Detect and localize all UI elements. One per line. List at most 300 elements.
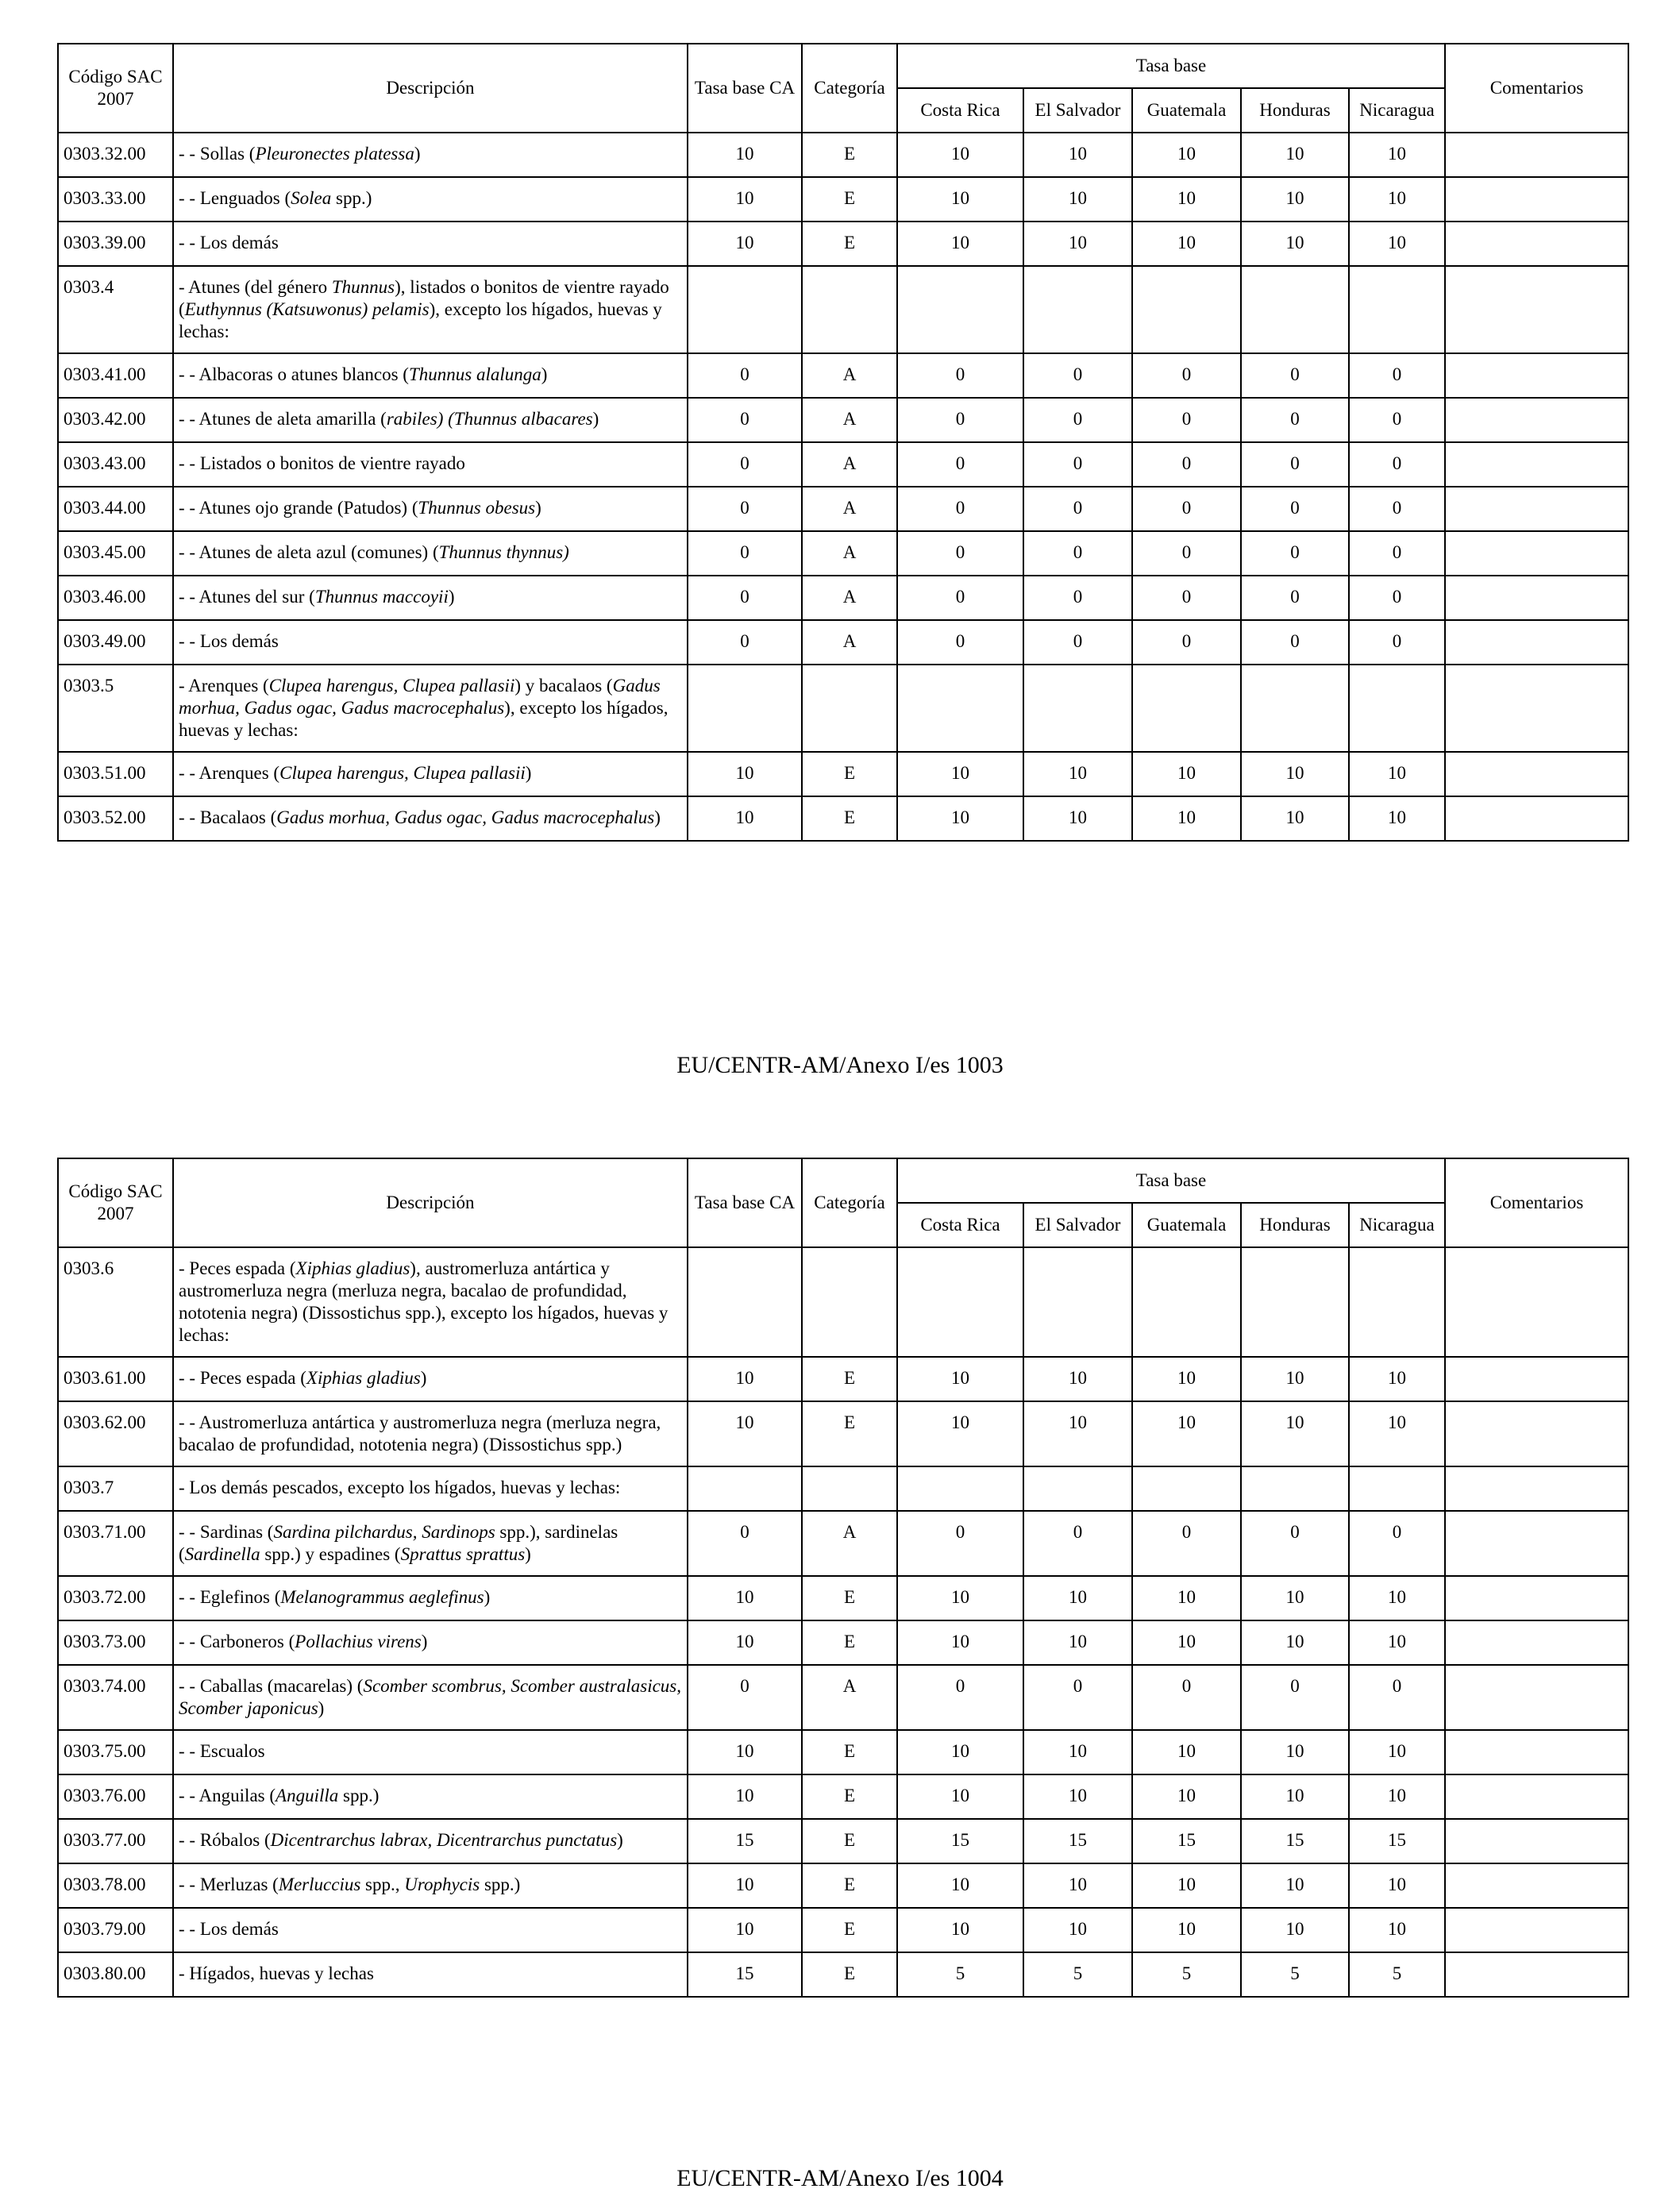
country-rate: 5 [1132,1952,1241,1997]
description [173,1863,688,1908]
description-text: ) [541,364,548,384]
table-row [58,1665,1628,1730]
description [173,442,688,487]
country-rate: 10 [1241,1774,1349,1819]
country-rate: 10 [897,1908,1023,1952]
description-text: - - Albacoras o atunes blancos ( [179,364,409,384]
description-italic: rabiles) (Thunnus albacares [386,409,593,429]
category: E [802,222,897,266]
description-text: - Atunes (del género [179,277,332,297]
description-text: spp.) [338,1786,380,1805]
country-rate: 10 [897,1774,1023,1819]
country-rate: 10 [1132,752,1241,796]
tariff-code: 0303.52.00 [58,796,173,841]
country-rate [897,1247,1023,1357]
table-row [58,1247,1628,1357]
tariff-code: 0303.79.00 [58,1908,173,1952]
country-rate: 10 [1349,133,1445,177]
country-rate: 10 [1023,1401,1132,1466]
category: A [802,531,897,576]
country-rate [897,266,1023,353]
country-rate: 5 [1023,1952,1132,1997]
description [173,177,688,222]
tariff-code: 0303.62.00 [58,1401,173,1466]
country-rate: 0 [897,576,1023,620]
table-row [58,1357,1628,1401]
base-rate-ca: 0 [688,442,802,487]
base-rate-ca: 0 [688,353,802,398]
country-rate: 10 [1349,1774,1445,1819]
country-rate: 10 [1349,1730,1445,1774]
header-description: Descripción [173,44,688,133]
base-rate-ca: 10 [688,796,802,841]
description-text: ), excepto los hígados, huevas y lechas: [179,698,669,740]
category: E [802,1730,897,1774]
category: E [802,1401,897,1466]
description [173,1401,688,1466]
country-rate: 10 [1241,1730,1349,1774]
table-row [58,796,1628,841]
comment [1445,620,1628,665]
country-rate: 0 [897,1511,1023,1576]
base-rate-ca: 10 [688,1576,802,1620]
description-text: spp.) [480,1875,521,1894]
header-base-rate: Tasa base [897,44,1445,88]
country-rate: 10 [1349,796,1445,841]
country-rate: 0 [1241,487,1349,531]
category: A [802,1511,897,1576]
table-row [58,487,1628,531]
base-rate-ca: 10 [688,752,802,796]
description-text: - - Carboneros ( [179,1632,295,1651]
description-italic: Xiphias gladius [306,1368,421,1388]
country-rate: 10 [1241,222,1349,266]
description [173,1620,688,1665]
country-rate [1241,1247,1349,1357]
base-rate-ca: 10 [688,1774,802,1819]
country-rate: 10 [897,133,1023,177]
country-rate: 0 [1023,353,1132,398]
country-rate: 0 [1349,1511,1445,1576]
country-rate [1241,1466,1349,1511]
base-rate-ca: 10 [688,1401,802,1466]
country-rate: 10 [897,1357,1023,1401]
category: E [802,1863,897,1908]
comment [1445,1952,1628,1997]
country-rate: 15 [1023,1819,1132,1863]
country-rate: 0 [1023,487,1132,531]
description-text: - - Merluzas ( [179,1875,279,1894]
category: E [802,1576,897,1620]
description-text: ) [592,409,599,429]
category: A [802,487,897,531]
header-country: El Salvador [1023,1203,1132,1247]
country-rate: 10 [1132,177,1241,222]
tariff-code: 0303.42.00 [58,398,173,442]
country-rate: 0 [897,487,1023,531]
country-rate: 0 [1241,353,1349,398]
comment [1445,442,1628,487]
description-italic: Thunnus thynnus) [438,542,569,562]
description [173,1511,688,1576]
header-country: Nicaragua [1349,88,1445,133]
description [173,531,688,576]
country-rate: 10 [1349,752,1445,796]
country-rate: 10 [1241,1908,1349,1952]
description-italic: Thunnus obesus [418,498,536,518]
tariff-code: 0303.7 [58,1466,173,1511]
description [173,576,688,620]
table-row [58,1774,1628,1819]
description [173,398,688,442]
country-rate: 10 [1132,1863,1241,1908]
description-text: spp.) [331,188,372,208]
country-rate: 10 [897,1730,1023,1774]
base-rate-ca: 10 [688,1908,802,1952]
comment [1445,1665,1628,1730]
category: E [802,752,897,796]
country-rate [897,1466,1023,1511]
table-row [58,1401,1628,1466]
country-rate [1349,266,1445,353]
description [173,1774,688,1819]
comment [1445,1247,1628,1357]
header-country: Costa Rica [897,1203,1023,1247]
header-country: Guatemala [1132,88,1241,133]
tariff-code: 0303.71.00 [58,1511,173,1576]
description-text: - - Atunes ojo grande (Patudos) ( [179,498,418,518]
description-italic: Merluccius [278,1875,361,1894]
table-row [58,531,1628,576]
table-row [58,1620,1628,1665]
country-rate: 10 [1023,133,1132,177]
country-rate: 10 [1132,1774,1241,1819]
description-text: - Los demás pescados, excepto los hígados, huevas y lechas: [179,1478,621,1497]
tariff-code: 0303.43.00 [58,442,173,487]
description-text: - - Peces espada ( [179,1368,306,1388]
description-italic: Sardina pilchardus, Sardinops [273,1522,495,1542]
table-row [58,442,1628,487]
description-text: - - Caballas (macarelas) ( [179,1676,364,1696]
country-rate [1132,1247,1241,1357]
country-rate: 0 [1132,487,1241,531]
description-italic: Melanogrammus aeglefinus [280,1587,484,1607]
tariff-code: 0303.45.00 [58,531,173,576]
header-category: Categoría [802,1158,897,1247]
base-rate-ca: 0 [688,620,802,665]
country-rate: 0 [1132,1665,1241,1730]
description [173,665,688,752]
country-rate: 10 [1349,1401,1445,1466]
comment [1445,1357,1628,1401]
country-rate: 10 [1132,1730,1241,1774]
header-country: Costa Rica [897,88,1023,133]
country-rate: 0 [897,353,1023,398]
country-rate: 10 [1023,796,1132,841]
country-rate: 10 [1241,177,1349,222]
comment [1445,1863,1628,1908]
description-text: - - Bacalaos ( [179,807,277,827]
country-rate: 10 [1132,1576,1241,1620]
category: E [802,1908,897,1952]
country-rate: 0 [1349,620,1445,665]
base-rate-ca: 0 [688,531,802,576]
description [173,487,688,531]
country-rate: 10 [1132,796,1241,841]
country-rate: 10 [1241,1620,1349,1665]
description-text: ) [448,587,455,607]
category: A [802,398,897,442]
description-text: ) [525,1544,531,1564]
description-text: ) [420,1368,427,1388]
comment [1445,487,1628,531]
description [173,1665,688,1730]
description-text: - - Atunes del sur ( [179,587,315,607]
country-rate: 0 [1241,398,1349,442]
description-text: - - Sollas ( [179,144,256,164]
category [802,266,897,353]
country-rate [1023,665,1132,752]
country-rate: 10 [1349,1863,1445,1908]
header-code: Código SAC 2007 [58,1158,173,1247]
base-rate-ca: 0 [688,398,802,442]
base-rate-ca: 10 [688,1620,802,1665]
description-text: spp.) y espadines ( [260,1544,401,1564]
country-rate: 10 [1349,1357,1445,1401]
country-rate [1241,665,1349,752]
base-rate-ca: 0 [688,487,802,531]
category: A [802,442,897,487]
description [173,133,688,177]
country-rate [1132,1466,1241,1511]
base-rate-ca [688,665,802,752]
tariff-code: 0303.80.00 [58,1952,173,1997]
comment [1445,576,1628,620]
page-footer: EU/CENTR-AM/Anexo I/es 1004 [676,2165,1004,2191]
tariff-code: 0303.33.00 [58,177,173,222]
country-rate: 0 [1349,487,1445,531]
country-rate [1349,665,1445,752]
country-rate: 0 [1241,576,1349,620]
base-rate-ca: 10 [688,222,802,266]
description-italic: Sprattus sprattus [400,1544,526,1564]
tariff-code: 0303.51.00 [58,752,173,796]
description-text: ), austromerluza antártica y austromerluza negra (merluza negra, bacalao de profundidad, nototenia negra) (Dissostichus spp.), excepto los hígados, huevas y lechas: [179,1258,669,1345]
category: E [802,177,897,222]
header-country: Guatemala [1132,1203,1241,1247]
description-text: spp.), sardinelas ( [179,1522,618,1564]
table-row [58,665,1628,752]
category: E [802,1620,897,1665]
base-rate-ca: 0 [688,1665,802,1730]
category [802,665,897,752]
table-row [58,398,1628,442]
tariff-code: 0303.39.00 [58,222,173,266]
tariff-code: 0303.76.00 [58,1774,173,1819]
country-rate: 0 [1132,398,1241,442]
description-italic: Clupea harengus, Clupea pallasii [268,676,515,695]
description-text: ) [421,1632,428,1651]
country-rate: 0 [1241,442,1349,487]
tariff-code: 0303.72.00 [58,1576,173,1620]
header-country: El Salvador [1023,88,1132,133]
table-row [58,1576,1628,1620]
description-text: ) [414,144,421,164]
description-italic: Solea [291,188,332,208]
description [173,1576,688,1620]
comment [1445,1401,1628,1466]
description-italic: Pollachius virens [295,1632,422,1651]
base-rate-ca: 10 [688,1730,802,1774]
tariff-table [57,1158,1629,1998]
tariff-code: 0303.77.00 [58,1819,173,1863]
header-base-rate: Tasa base [897,1158,1445,1203]
country-rate: 0 [1241,1511,1349,1576]
description-italic: Scomber scombrus, Scomber australasicus, Scomber japonicus [179,1676,681,1718]
table-row [58,353,1628,398]
base-rate-ca: 0 [688,1511,802,1576]
comment [1445,1620,1628,1665]
country-rate: 0 [1132,576,1241,620]
country-rate: 10 [1023,1908,1132,1952]
description-text: - - Escualos [179,1741,265,1761]
country-rate: 10 [897,796,1023,841]
country-rate: 10 [897,1576,1023,1620]
table-row [58,1511,1628,1576]
base-rate-ca [688,1247,802,1357]
description [173,1247,688,1357]
description [173,796,688,841]
table-row [58,1863,1628,1908]
tariff-code: 0303.49.00 [58,620,173,665]
country-rate [1023,1466,1132,1511]
country-rate: 0 [1349,398,1445,442]
country-rate: 10 [1023,222,1132,266]
country-rate: 15 [897,1819,1023,1863]
country-rate: 15 [1349,1819,1445,1863]
category [802,1466,897,1511]
country-rate: 0 [1132,531,1241,576]
tariff-code: 0303.73.00 [58,1620,173,1665]
description-italic: Clupea harengus, Clupea pallasii [279,763,526,783]
country-rate: 0 [1241,1665,1349,1730]
comment [1445,1730,1628,1774]
country-rate: 0 [1241,531,1349,576]
country-rate: 0 [1349,1665,1445,1730]
description-text: ) [654,807,661,827]
description-text: ) y bacalaos ( [514,676,613,695]
header-base-rate-ca: Tasa base CA [688,44,802,133]
country-rate [1132,266,1241,353]
comment [1445,1466,1628,1511]
header-code: Código SAC 2007 [58,44,173,133]
description-italic: Dicentrarchus labrax, Dicentrarchus punctatus [270,1830,618,1850]
table-row [58,576,1628,620]
country-rate: 5 [1349,1952,1445,1997]
description-text: - - Listados o bonitos de vientre rayado [179,453,465,473]
description-text: - - Arenques ( [179,763,280,783]
base-rate-ca: 10 [688,1863,802,1908]
description-text: - - Los demás [179,1919,279,1939]
country-rate: 10 [1132,1908,1241,1952]
description [173,752,688,796]
description-text: ) [318,1698,325,1718]
comment [1445,1576,1628,1620]
category: A [802,353,897,398]
description-text: - Arenques ( [179,676,269,695]
country-rate: 10 [1241,1357,1349,1401]
comment [1445,353,1628,398]
country-rate: 10 [1241,1401,1349,1466]
description-text: - - Sardinas ( [179,1522,274,1542]
tariff-code: 0303.5 [58,665,173,752]
base-rate-ca [688,266,802,353]
comment [1445,665,1628,752]
description-text: - Peces espada ( [179,1258,296,1278]
description-text: ), listados o bonitos de vientre rayado ( [179,277,669,319]
country-rate [1241,266,1349,353]
comment [1445,1511,1628,1576]
description-italic: Thunnus maccoyii [314,587,449,607]
description-italic: Thunnus alalunga [408,364,541,384]
description [173,1819,688,1863]
country-rate: 0 [1023,398,1132,442]
description [173,266,688,353]
description-italic: Gadus morhua, Gadus ogac, Gadus macrocephalus [179,676,661,718]
country-rate: 10 [897,752,1023,796]
description-text: - - Atunes de aleta azul (comunes) ( [179,542,439,562]
description-text: ) [535,498,541,518]
tariff-code: 0303.6 [58,1247,173,1357]
country-rate [1349,1247,1445,1357]
description-text: - - Atunes de aleta amarilla ( [179,409,387,429]
description-text: - - Eglefinos ( [179,1587,281,1607]
table-row [58,222,1628,266]
category: E [802,1357,897,1401]
tariff-table-page-1003 [57,43,1628,842]
country-rate: 0 [897,442,1023,487]
tariff-code: 0303.46.00 [58,576,173,620]
country-rate: 5 [1241,1952,1349,1997]
header-description: Descripción [173,1158,688,1247]
country-rate: 10 [1132,1620,1241,1665]
country-rate: 10 [1023,177,1132,222]
country-rate: 0 [1023,1665,1132,1730]
country-rate: 0 [1241,620,1349,665]
category: E [802,1952,897,1997]
category [802,1247,897,1357]
country-rate: 0 [1132,353,1241,398]
country-rate: 10 [1241,752,1349,796]
table-row [58,1952,1628,1997]
country-rate: 10 [1132,222,1241,266]
comment [1445,266,1628,353]
country-rate: 15 [1241,1819,1349,1863]
comment [1445,752,1628,796]
description-text: - - Anguilas ( [179,1786,276,1805]
category: E [802,796,897,841]
page-footer: EU/CENTR-AM/Anexo I/es 1003 [676,1052,1004,1078]
table-row [58,177,1628,222]
base-rate-ca [688,1466,802,1511]
description-text: - - Austromerluza antártica y austromerluza negra (merluza negra, bacalao de profundidad, nototenia negra) (Dissostichus spp.) [179,1412,661,1455]
country-rate: 10 [1241,1576,1349,1620]
country-rate [1023,266,1132,353]
country-rate: 10 [897,1863,1023,1908]
base-rate-ca: 10 [688,133,802,177]
country-rate: 0 [1349,442,1445,487]
description-text: - - Róbalos ( [179,1830,271,1850]
